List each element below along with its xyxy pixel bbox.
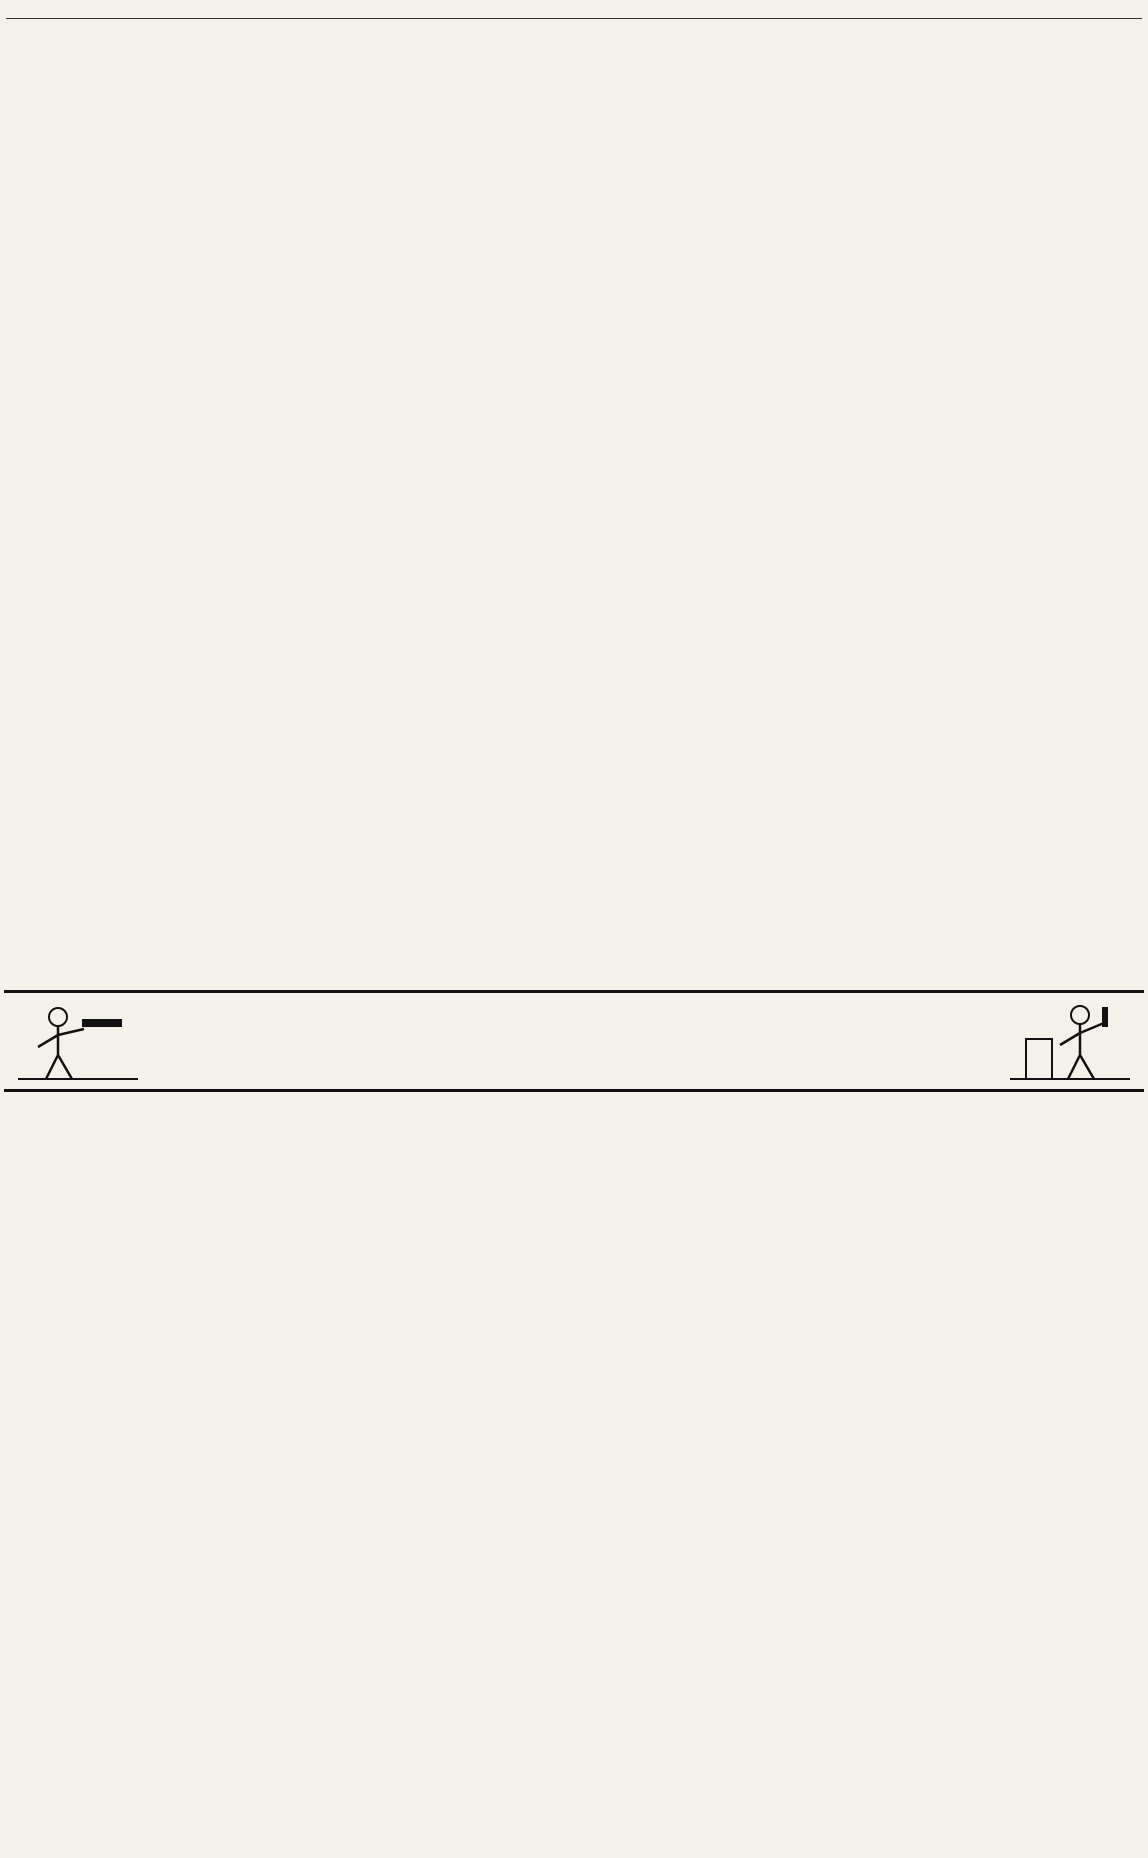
home-service-guide-banner xyxy=(4,990,1144,1092)
classified-section xyxy=(4,22,1144,982)
folio-line xyxy=(6,4,1142,19)
painter-illustration-icon xyxy=(1010,999,1130,1083)
service-guide-section xyxy=(4,1094,1144,1850)
handyman-illustration-icon xyxy=(18,999,138,1083)
